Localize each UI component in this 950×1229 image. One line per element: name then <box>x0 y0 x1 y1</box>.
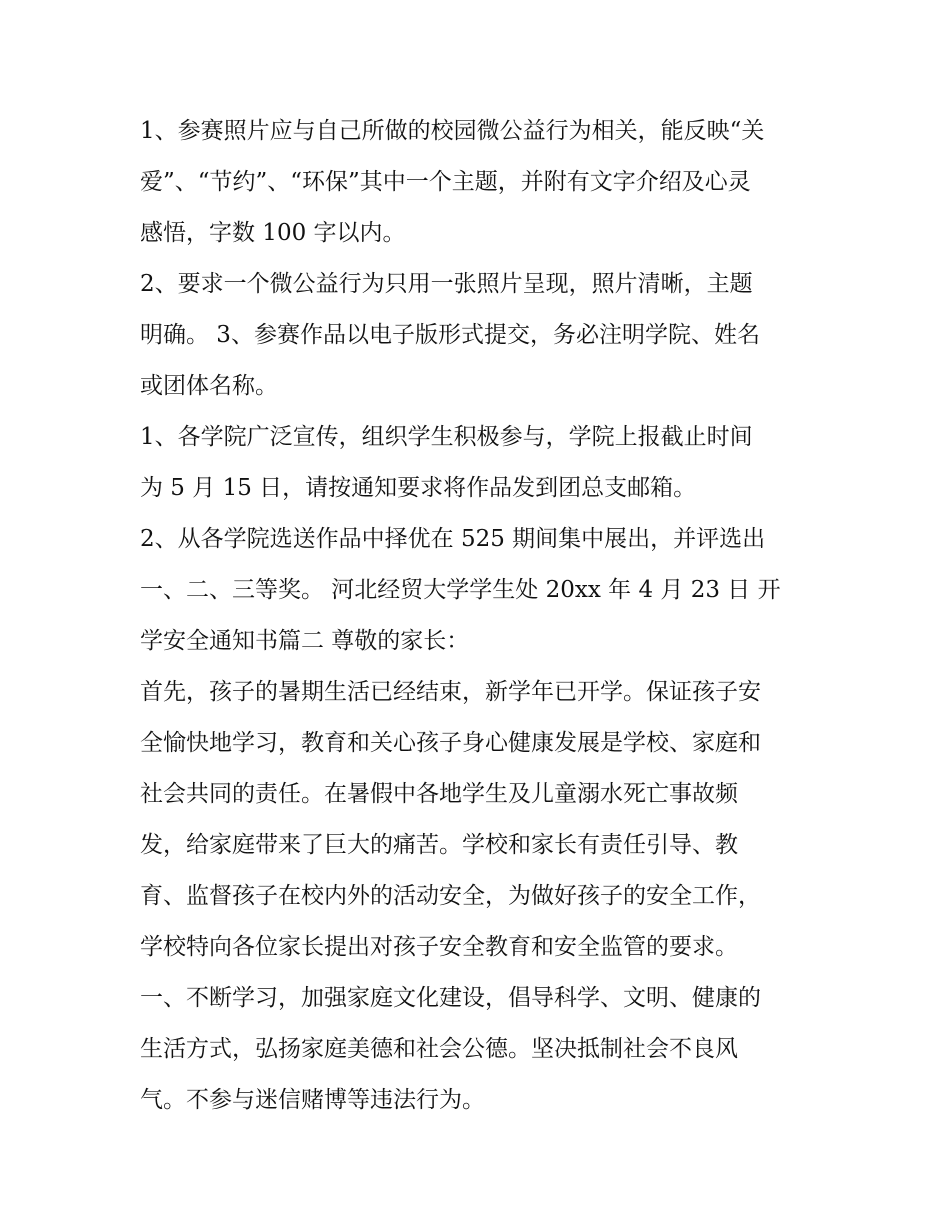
text-line: 为 5 月 15 日，请按通知要求将作品发到团总支邮箱。 <box>140 475 697 501</box>
text-line: 一、不断学习，加强家庭文化建设，倡导科学、文明、健康的 <box>140 985 761 1011</box>
text-line: 明确。 3、参赛作品以电子版形式提交，务必注明学院、姓名 <box>140 322 760 348</box>
text-line: 全愉快地学习，教育和关心孩子身心健康发展是学校、家庭和 <box>140 730 761 756</box>
text-line: 生活方式，弘扬家庭美德和社会公德。坚决抵制社会不良风 <box>140 1036 738 1062</box>
document-body <box>140 106 820 1126</box>
text-line: 首先，孩子的暑期生活已经结束，新学年已开学。保证孩子安 <box>140 679 761 705</box>
text-line: 一、二、三等奖。 河北经贸大学学生处 20xx 年 4 月 23 日 开 <box>140 577 781 603</box>
text-line: 爱”、“节约”、“环保”其中一个主题，并附有文字介绍及心灵 <box>140 169 751 195</box>
text-line: 学校特向各位家长提出对孩子安全教育和安全监管的要求。 <box>140 934 738 960</box>
text-line: 育、监督孩子在校内外的活动安全，为做好孩子的安全工作， <box>140 883 761 909</box>
text-line: 感悟，字数 100 字以内。 <box>140 220 406 246</box>
text-line: 1、各学院广泛宣传，组织学生积极参与，学院上报截止时间 <box>140 424 753 450</box>
text-line: 发，给家庭带来了巨大的痛苦。学校和家长有责任引导、教 <box>140 832 738 858</box>
text-line: 社会共同的责任。在暑假中各地学生及儿童溺水死亡事故频 <box>140 781 738 807</box>
text-line: 2、要求一个微公益行为只用一张照片呈现，照片清晰，主题 <box>140 271 753 297</box>
text-line: 气。不参与迷信赌博等违法行为。 <box>140 1087 485 1113</box>
text-line: 2、从各学院选送作品中择优在 525 期间集中展出，并评选出 <box>140 526 766 552</box>
text-line: 学安全通知书篇二 尊敬的家长： <box>140 628 470 654</box>
text-line: 1、参赛照片应与自己所做的校园微公益行为相关，能反映“关 <box>140 118 765 144</box>
text-line: 或团体名称。 <box>140 373 278 399</box>
